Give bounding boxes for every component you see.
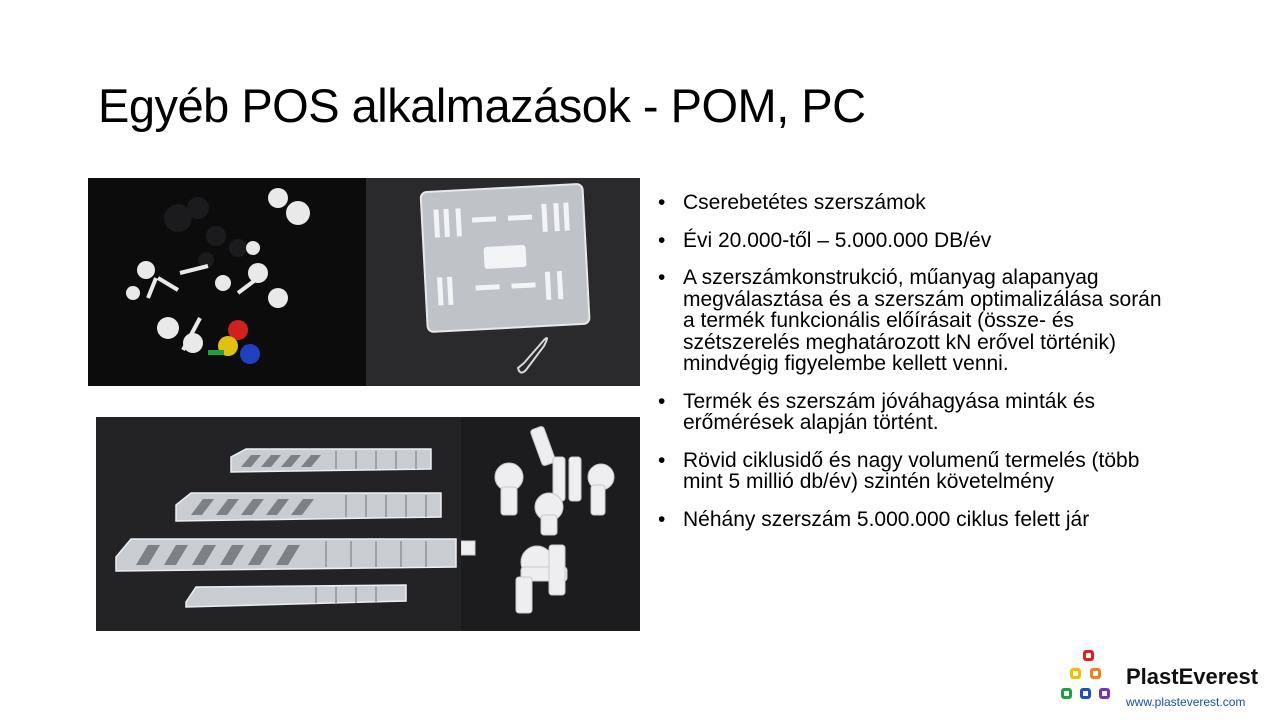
bullet-item: • Rövid ciklusidő és nagy volumenű termelés (több mint 5 millió db/év) szintén követelmény <box>656 450 1176 493</box>
logo-url: www.plasteverest.com <box>1126 695 1246 709</box>
bullet-item: • Néhány szerszám 5.000.000 ciklus felett jár <box>656 509 1176 531</box>
plastic-pins-photo <box>88 178 366 386</box>
bullet-item: • Cserebetétes szerszámok <box>656 192 1176 214</box>
bullet-item: • Évi 20.000-től – 5.000.000 DB/év <box>656 230 1176 252</box>
slide-title: Egyéb POS alkalmazások - POM, PC <box>98 79 866 132</box>
logo-name: PlastEverest <box>1126 664 1259 689</box>
white-clips-photo <box>461 417 640 631</box>
clear-plate-photo <box>366 178 640 386</box>
bullet-list <box>656 192 1176 546</box>
bullet-item: • A szerszámkonstrukció, műanyag alapanyag megválasztása és a szerszám optimalizálása során a termék funkcionális előírásait (össze- és szétszerelés meghatározott kN erővel történik) mindvégig figyelembe kellett venni. <box>656 267 1176 375</box>
plasteverest-logo <box>1060 648 1270 714</box>
clear-strips-photo <box>96 417 461 631</box>
bullet-item: • Termék és szerszám jóváhagyása minták és erőmérések alapján történt. <box>656 391 1176 434</box>
